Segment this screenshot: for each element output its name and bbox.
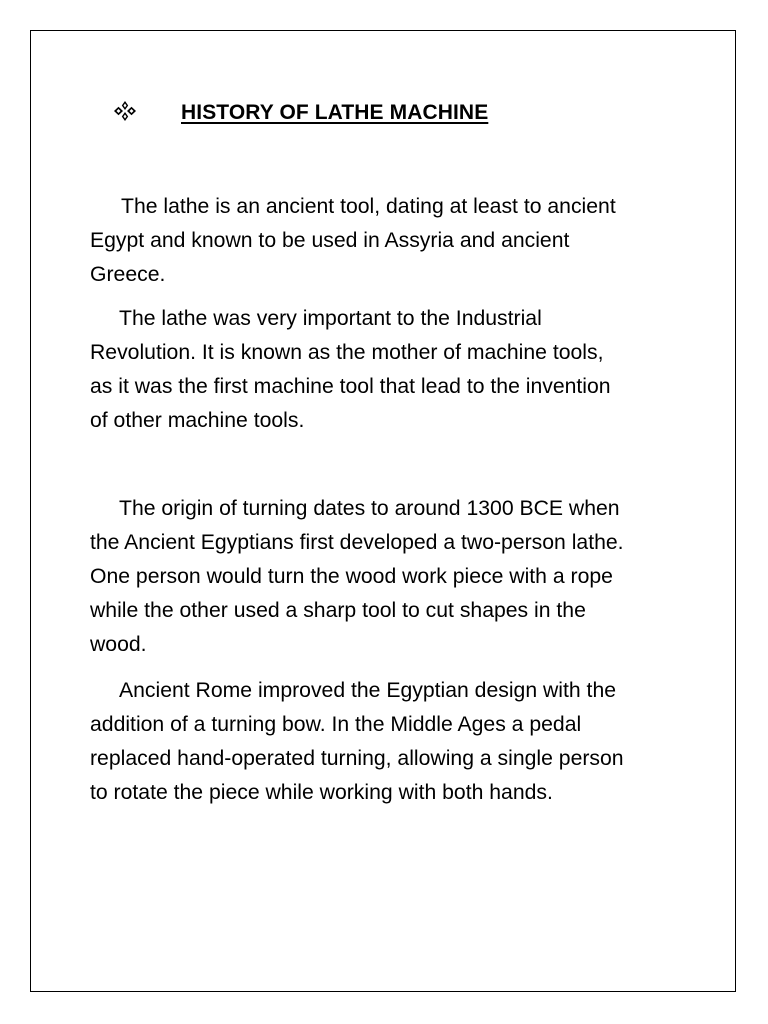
paragraph-2 bbox=[90, 302, 690, 438]
text-line: Greece. bbox=[90, 263, 166, 286]
text-line: Revolution. It is known as the mother of machine tools, bbox=[90, 341, 604, 364]
four-diamond-bullet-icon bbox=[110, 100, 140, 122]
text-line-content: The lathe was very important to the Industrial bbox=[119, 307, 542, 330]
text-line: of other machine tools. bbox=[90, 409, 305, 432]
text-line: wood. bbox=[90, 633, 147, 656]
heading-row bbox=[110, 96, 488, 130]
paragraph-1 bbox=[90, 190, 690, 292]
text-line bbox=[90, 492, 690, 526]
text-line-content: The lathe is an ancient tool, dating at least to ancient bbox=[121, 195, 616, 218]
text-line: as it was the first machine tool that lead to the invention bbox=[90, 375, 611, 398]
text-line: the Ancient Egyptians first developed a two-person lathe. bbox=[90, 531, 624, 554]
text-line bbox=[90, 190, 690, 224]
paragraph-4 bbox=[90, 674, 690, 810]
text-line bbox=[90, 674, 690, 708]
text-line: to rotate the piece while working with both hands. bbox=[90, 781, 553, 804]
text-line: addition of a turning bow. In the Middle Ages a pedal bbox=[90, 713, 582, 736]
text-line: while the other used a sharp tool to cut shapes in the bbox=[90, 599, 586, 622]
text-line: One person would turn the wood work piece with a rope bbox=[90, 565, 613, 588]
page-title: HISTORY OF LATHE MACHINE bbox=[181, 101, 489, 124]
text-line bbox=[90, 302, 690, 336]
paragraph-3 bbox=[90, 492, 690, 662]
text-line-content: Ancient Rome improved the Egyptian design with the bbox=[119, 679, 617, 702]
text-line: replaced hand-operated turning, allowing a single person bbox=[90, 747, 624, 770]
text-line-content: The origin of turning dates to around 1300 BCE when bbox=[119, 497, 620, 520]
text-line: Egypt and known to be used in Assyria and ancient bbox=[90, 229, 570, 252]
